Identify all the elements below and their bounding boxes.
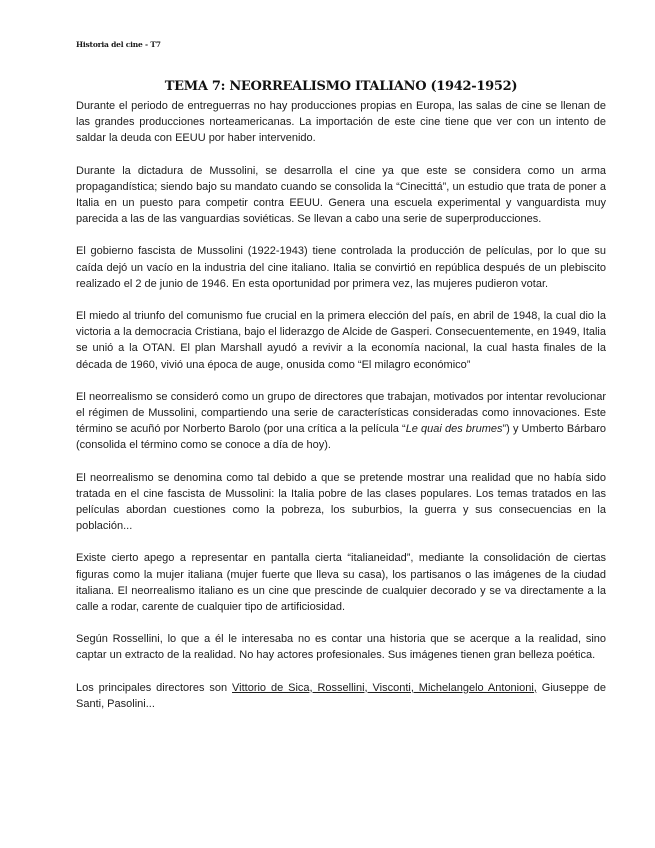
paragraph: Durante el periodo de entreguerras no hay producciones propias en Europa, las salas de cine se llenan de las grandes producciones norteamericanas. La importación de este cine tiene que ver con un intento de saldar la deuda con EEUU por haber intervenido. [76, 100, 606, 145]
paragraph: Existe cierto apego a representar en pantalla cierta “italianeidad”, mediante la consolidación de ciertas figuras como la mujer italiana (mujer fuerte que lleva su casa), los partisanos o las imágenes de la ciudad italiana. El neorrealismo italiano es un cine que prescinde de cualquier decorado y se va directamente a la calle a rodar, carente de cualquier tipo de artificiosidad. [76, 552, 606, 614]
document-title: TEMA 7: NEORREALISMO ITALIANO (1942-1952) [164, 79, 518, 94]
directors-intro: Los principales directores son [76, 681, 233, 694]
paragraph: Durante la dictadura de Mussolini, se desarrolla el cine ya que este se considera como un arma propagandística; siendo bajo su mandato cuando se consolida la “Cinecittá”, un estudio que trata de poner a Italia en un puesto para competir contra EEUU. Genera una escuela experimental y vanguardista muy parecida a las de las vanguardias soviéticas. Se llevan a cabo una serie de superproducciones. [76, 164, 606, 226]
paragraph [76, 389, 606, 454]
paragraph-text: El neorrealismo se consideró como un grupo de directores que trabajan, motivados por intentar revolucionar el régimen de Mussolini, compartiendo una serie de características consideradas como innovaciones. Este término se acuñó por Norberto Barolo (por una crítica a la película “ [76, 390, 606, 436]
directors-underlined: Vittorio de Sica, Rossellini, Visconti, Michelangelo Antonioni, [232, 681, 537, 694]
paragraph-text: ”) y Umberto Bárbaro (consolida el término como se conoce a día de hoy). [76, 423, 606, 452]
document-body [76, 98, 606, 728]
paragraph: El neorrealismo se denomina como tal debido a que se pretende mostrar una realidad que no había sido tratada en el cine fascista de Mussolini: la Italia pobre de las clases populares. Los temas tratados en las películas abordan cuestiones como la pobreza, los suburbios, la guerra y sus consecuencias en la población... [76, 471, 606, 533]
paragraph: El gobierno fascista de Mussolini (1922-1943) tiene controlada la producción de películas, por lo que su caída dejó un vacío en la industria del cine italiano. Italia se convirtió en república después de un plebiscito realizado el 2 de junio de 1946. En esta oportunidad por primera vez, las mujeres pudieron votar. [76, 245, 606, 290]
paragraph: El miedo al triunfo del comunismo fue crucial en la primera elección del país, en abril de 1948, la cual dio la victoria a la democracia Cristiana, bajo el liderazgo de Alcide de Gasperi. Consecuentemente, en 1949, Italia se unió a la OTAN. El plan Marshall ayudó a revivir a la economía nacional, la cual hasta finales de la década de 1960, vivió una época de auge, onusida como “El milagro económico” [76, 310, 606, 371]
paragraph: Según Rossellini, lo que a él le interesaba no es contar una historia que se acerque a la realidad, sino captar un extracto de la realidad. No hay actores profesionales. Sus imágenes tienen gran belleza poética. [76, 633, 606, 662]
page-header: Historia del cine - T7 [76, 40, 161, 49]
directors-paragraph [76, 680, 606, 712]
directors-rest: Giuseppe de Santi, Pasolini... [76, 681, 607, 710]
film-title: Le quai des brumes [405, 423, 503, 436]
